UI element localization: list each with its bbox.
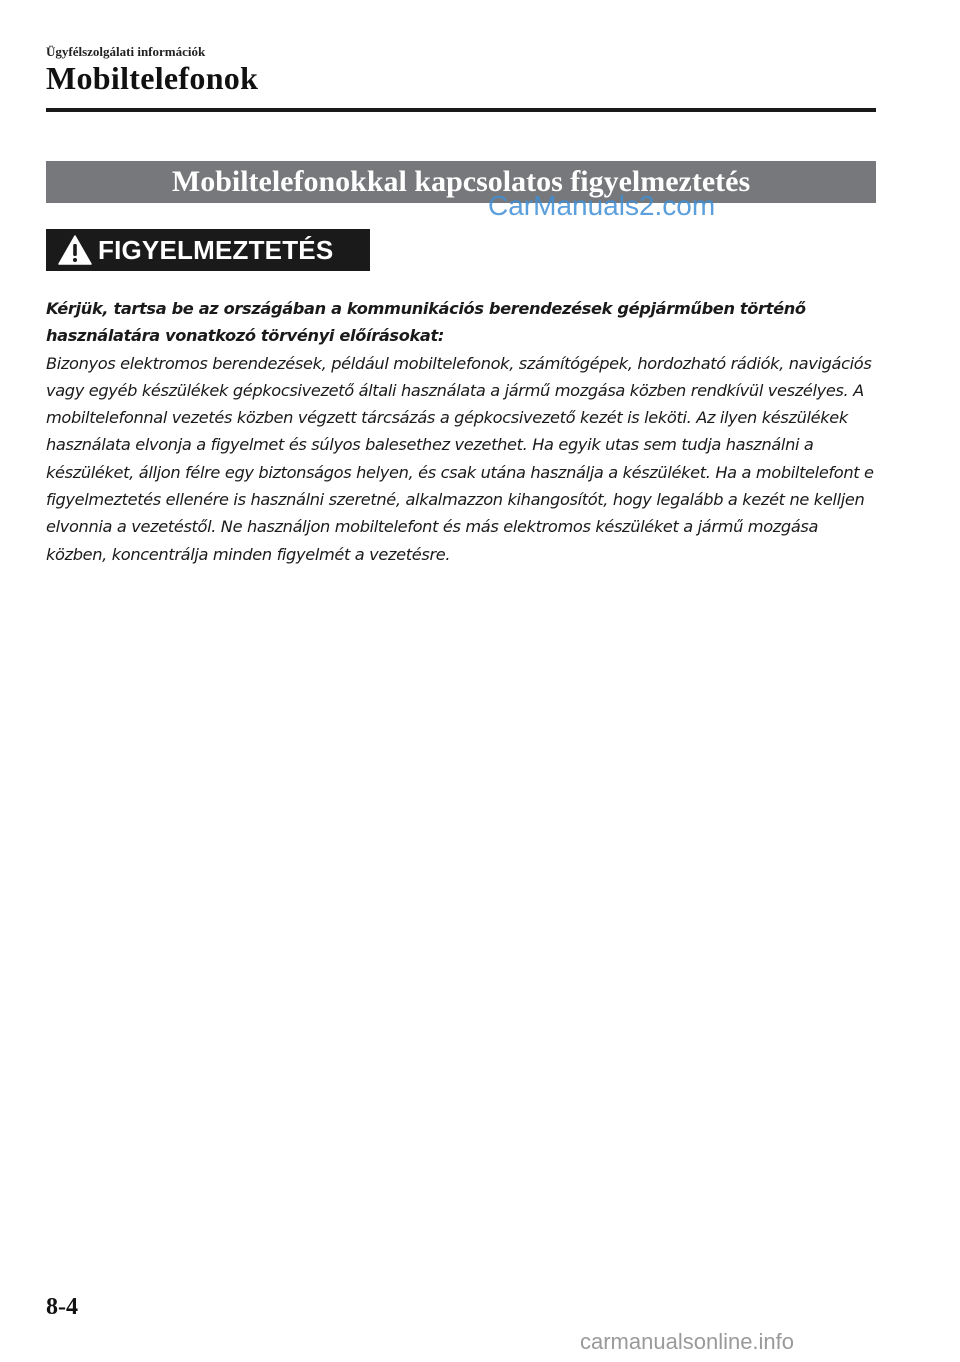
watermark-top[interactable]: CarManuals2.com [488,190,716,221]
warning-body [46,295,876,568]
warning-text: Bizonyos elektromos berendezések, például mobiltelefonok, számítógépek, hordozható rádiók, navigációs vagy egyéb készülékek gépkocsivezető általi használata a jármű mozgása közben rendkívül veszélyes. A mobiltelefonnal vezetés közben végzett tárcsázás a gépkocsivezető kezét is leköti. Az ilyen készülékek használata elvonja a figyelmet és súlyos balesethez vezethet. Ha egyik utas sem tudja használni a készüléket, álljon félre egy biztonságos helyen, és csak utána használja a készüléket. Ha a mobiltelefont e figyelmeztetés ellenére is használni szeretné, alkalmazzon kihangosítót, hogy legalább a kezét ne kelljen elvonnia a vezetéstől. Ne használjon mobiltelefont és más elektromos készüléket a jármű mozgása közben, koncentrálja minden figyelmét a vezetésre. [46,353,874,564]
warning-lead: Kérjük, tartsa be az országában a kommunikációs berendezések gépjárműben történő használatára vonatkozó törvényi előírásokat: [46,299,806,346]
warning-label [46,229,370,271]
warning-triangle-icon [58,235,92,265]
topic-banner [46,161,876,203]
section-title: Mobiltelefonok [46,60,259,96]
topic-banner-text: Mobiltelefonokkal kapcsolatos figyelmeztetés [171,165,751,198]
watermark-bottom[interactable]: carmanualsonline.info [580,1329,795,1354]
chapter-label: Ügyfélszolgálati információk [46,44,206,59]
title-divider [46,108,876,112]
page-number: 8-4 [46,1294,78,1320]
warning-label-text: FIGYELMEZTETÉS [98,234,334,265]
